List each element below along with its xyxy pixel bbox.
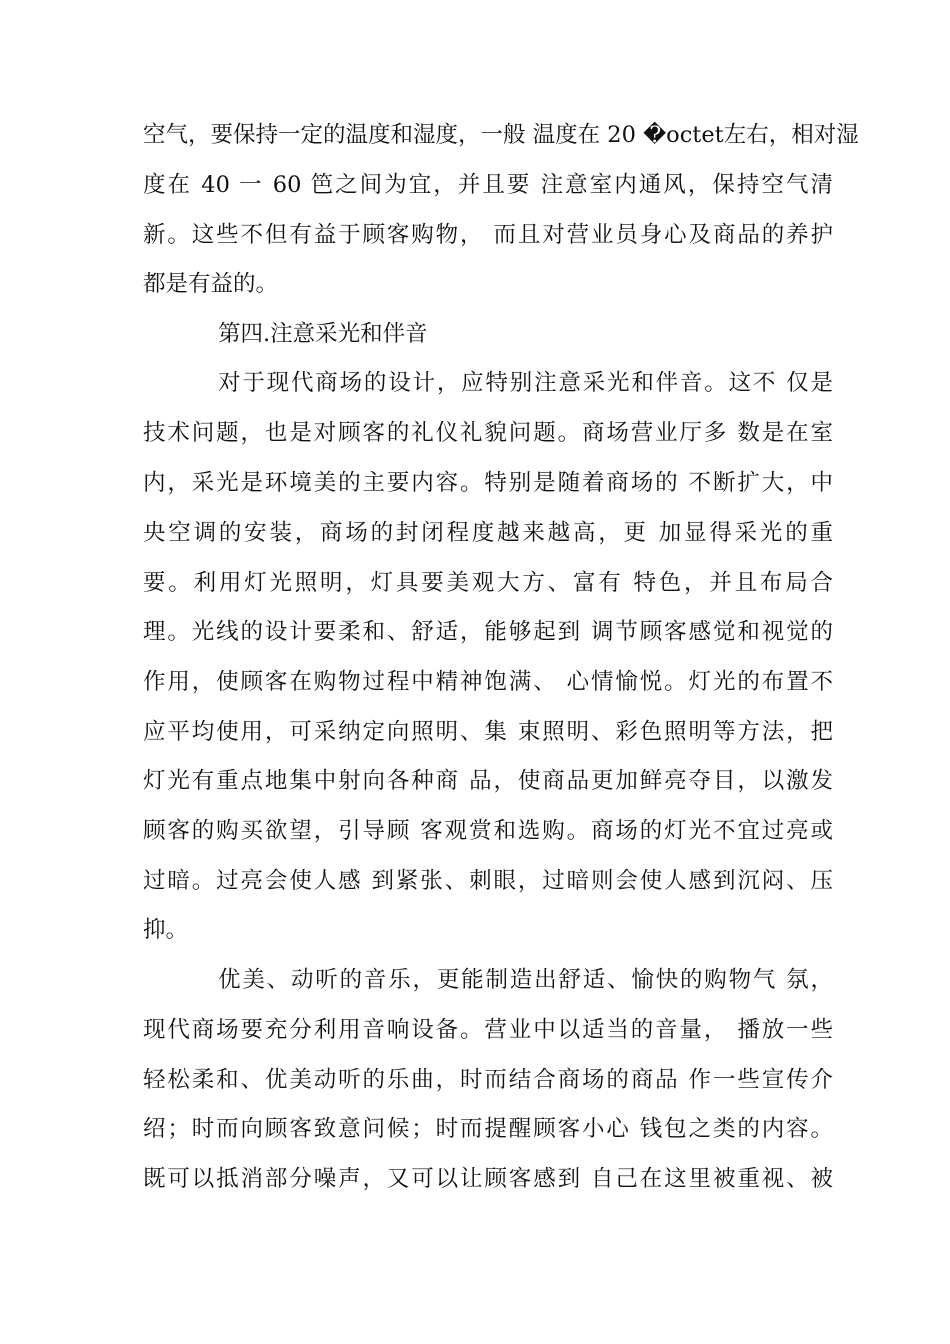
- paragraph-1-line-3: 新。这些不但有益于顾客购物， 而且对营业员身心及商品的养护: [143, 222, 833, 248]
- paragraph-2-line-6: 理。光线的设计要柔和、舒适，能够起到 调节顾客感觉和视觉的: [143, 619, 833, 645]
- paragraph-2-line-5: 要。利用灯光照明，灯具要美观大方、富有 特色，并且布局合: [143, 570, 833, 596]
- paragraph-3-line-4: 绍；时而向顾客致意问候；时而提醒顾客小心 钱包之类的内容。: [143, 1116, 833, 1142]
- paragraph-3-line-3: 轻松柔和、优美动听的乐曲，时而结合商场的商品 作一些宣传介: [143, 1067, 833, 1093]
- paragraph-3-line-5: 既可以抵消部分噪声，又可以让顾客感到 自己在这里被重视、被: [143, 1166, 833, 1192]
- paragraph-2-line-4: 央空调的安装，商场的封闭程度越来越高，更 加显得采光的重: [143, 520, 833, 546]
- paragraph-2-line-8: 应平均使用，可采纳定向照明、集 束照明、彩色照明等方法，把: [143, 719, 833, 745]
- paragraph-1-line-4: 都是有益的。: [143, 271, 279, 297]
- paragraph-2-line-10: 顾客的购买欲望，引导顾 客观赏和选购。商场的灯光不宜过亮或: [143, 818, 833, 844]
- paragraph-2-line-3: 内，采光是环境美的主要内容。特别是随着商场的 不断扩大，中: [143, 470, 833, 496]
- paragraph-2-line-11: 过暗。过亮会使人感 到紧张、刺眼，过暗则会使人感到沉闷、压: [143, 868, 833, 894]
- section-heading: 第四.注意采光和伴音: [218, 321, 428, 347]
- paragraph-2-line-2: 技术问题，也是对顾客的礼仪礼貌问题。商场营业厅多 数是在室: [143, 420, 833, 446]
- paragraph-3-line-2: 现代商场要充分利用音响设备。营业中以适当的音量， 播放一些: [143, 1017, 833, 1043]
- paragraph-3-line-1: 优美、动听的音乐，更能制造出舒适、愉快的购物气 氛，: [218, 967, 833, 993]
- paragraph-1-line-1: 空气，要保持一定的温度和湿度，一般 温度在 20 �octet左右，相对湿: [143, 122, 859, 148]
- paragraph-2-line-1: 对于现代商场的设计，应特别注意采光和伴音。这不 仅是: [218, 370, 833, 396]
- paragraph-2-line-7: 作用，使顾客在购物过程中精神饱满、 心情愉悦。灯光的布置不: [143, 669, 833, 695]
- paragraph-2-line-9: 灯光有重点地集中射向各种商 品，使商品更加鲜亮夺目，以激发: [143, 768, 833, 794]
- paragraph-1-line-2: 度在 40 一 60 笆之间为宜，并且要 注意室内通风，保持空气清: [143, 172, 833, 198]
- paragraph-2-line-12: 抑。: [143, 917, 189, 943]
